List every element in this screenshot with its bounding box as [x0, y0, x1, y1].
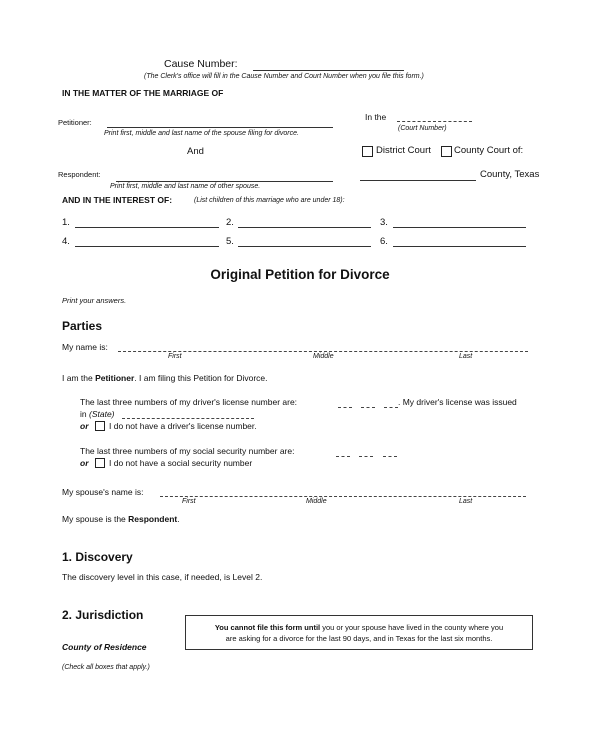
- ssn-digit-3[interactable]: [383, 456, 397, 457]
- first-label: First: [182, 498, 196, 505]
- child-field-5[interactable]: [238, 246, 371, 247]
- first-label: First: [168, 353, 182, 360]
- child-number-4: 4.: [62, 236, 70, 247]
- child-number-3: 3.: [380, 217, 388, 228]
- respondent-statement: [62, 515, 180, 524]
- check-all-note: (Check all boxes that apply.): [62, 664, 150, 671]
- child-field-2[interactable]: [238, 227, 371, 228]
- middle-label: Middle: [306, 498, 327, 505]
- dl-text-2: . My driver's license was issued: [398, 397, 517, 407]
- discovery-heading: 1. Discovery: [62, 550, 133, 564]
- text: . I am filing this Petition for Divorce.: [134, 373, 268, 383]
- last-label: Last: [459, 353, 473, 360]
- no-ssn-label: I do not have a social security number: [109, 458, 253, 468]
- respondent-label: Respondent:: [58, 170, 101, 179]
- interest-note: (List children of this marriage who are under 18):: [194, 197, 345, 204]
- county-residence-heading: County of Residence: [62, 642, 147, 652]
- child-number-1: 1.: [62, 217, 70, 228]
- county-texas-label: County, Texas: [480, 169, 540, 180]
- text: My spouse is the: [62, 514, 129, 524]
- child-number-2: 2.: [226, 217, 234, 228]
- interest-heading: AND IN THE INTEREST OF:: [62, 195, 173, 205]
- respondent-name-field[interactable]: [116, 181, 333, 182]
- no-ssn-checkbox[interactable]: [95, 458, 105, 468]
- ssn-text: The last three numbers of my social security number are:: [80, 446, 295, 456]
- in-label: in: [80, 409, 87, 419]
- respondent-note: Print first, middle and last name of other spouse.: [110, 183, 261, 190]
- matter-heading: IN THE MATTER OF THE MARRIAGE OF: [62, 88, 224, 98]
- discovery-text: The discovery level in this case, if needed, is Level 2.: [62, 572, 263, 582]
- state-field[interactable]: [122, 418, 254, 419]
- print-note: Print your answers.: [62, 296, 127, 305]
- state-label: (State): [89, 409, 115, 419]
- notice-line-2: are asking for a divorce for the last 90 days, and in Texas for the last six months.: [225, 634, 493, 643]
- my-name-label: My name is:: [62, 342, 108, 352]
- text-bold: Respondent: [128, 514, 178, 524]
- county-court-checkbox[interactable]: [441, 146, 452, 157]
- petitioner-label: Petitioner:: [58, 118, 92, 127]
- no-dl-label: I do not have a driver's license number.: [109, 421, 257, 431]
- county-field[interactable]: [360, 180, 476, 181]
- jurisdiction-heading: 2. Jurisdiction: [62, 608, 144, 622]
- cause-number-label: Cause Number:: [164, 58, 238, 70]
- middle-label: Middle: [313, 353, 334, 360]
- child-number-6: 6.: [380, 236, 388, 247]
- petitioner-statement: [62, 374, 268, 383]
- dl-digit-1[interactable]: [338, 407, 352, 408]
- notice-line-1: [186, 624, 532, 632]
- petitioner-note: Print first, middle and last name of the spouse filing for divorce.: [104, 130, 299, 137]
- residency-notice-box: [185, 615, 533, 650]
- child-field-4[interactable]: [75, 246, 219, 247]
- or-label: or: [80, 458, 89, 468]
- last-label: Last: [459, 498, 473, 505]
- child-field-3[interactable]: [393, 227, 526, 228]
- dl-digit-3[interactable]: [384, 407, 398, 408]
- child-field-6[interactable]: [393, 246, 526, 247]
- petitioner-name-field[interactable]: [107, 127, 333, 128]
- county-court-label: County Court of:: [454, 145, 524, 156]
- no-dl-checkbox[interactable]: [95, 421, 105, 431]
- text: I am the: [62, 373, 96, 383]
- text: .: [177, 514, 180, 524]
- and-label: And: [187, 146, 204, 157]
- child-field-1[interactable]: [75, 227, 219, 228]
- ssn-digit-1[interactable]: [336, 456, 350, 457]
- district-court-checkbox[interactable]: [362, 146, 373, 157]
- page-title: Original Petition for Divorce: [210, 267, 390, 282]
- child-number-5: 5.: [226, 236, 234, 247]
- in-the-label: In the: [365, 112, 387, 122]
- spouse-name-field[interactable]: [160, 496, 526, 497]
- court-number-field[interactable]: [397, 121, 472, 122]
- court-number-note: (Court Number): [398, 125, 447, 132]
- text-bold: Petitioner: [95, 373, 135, 383]
- text-bold: You cannot file this form until: [214, 623, 321, 632]
- clerk-note: (The Clerk's office will fill in the Cause Number and Court Number when you file this form.): [144, 73, 424, 80]
- or-label: or: [80, 421, 89, 431]
- spouse-name-label: My spouse's name is:: [62, 487, 144, 497]
- cause-number-field[interactable]: [253, 70, 404, 71]
- dl-digit-2[interactable]: [361, 407, 375, 408]
- dl-text: The last three numbers of my driver's license number are:: [80, 397, 298, 407]
- parties-heading: Parties: [62, 319, 103, 333]
- ssn-digit-2[interactable]: [359, 456, 373, 457]
- district-court-label: District Court: [376, 145, 431, 156]
- text: you or your spouse have lived in the county where you: [320, 623, 504, 632]
- my-name-field[interactable]: [118, 351, 528, 352]
